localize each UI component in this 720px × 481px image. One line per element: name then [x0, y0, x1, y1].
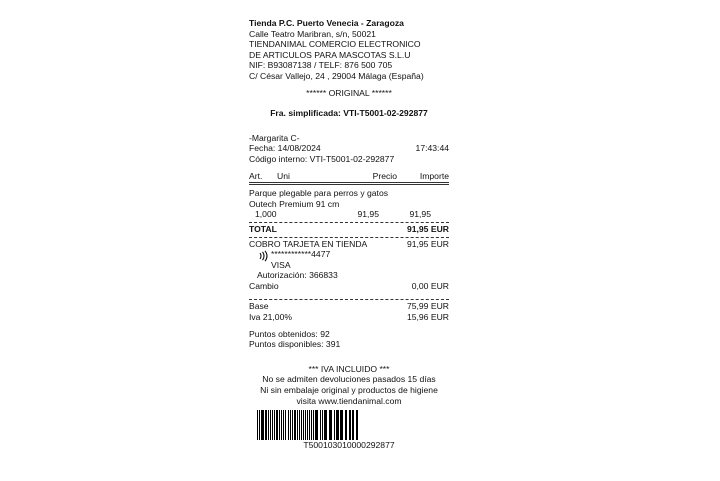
- iva-label: Iva 21,00%: [249, 312, 292, 323]
- item-amount: 91,95: [409, 209, 431, 220]
- dashed-divider: [249, 237, 449, 238]
- col-amount: Importe: [419, 170, 449, 181]
- hq-address: C/ César Vallejo, 24 , 29004 Málaga (España): [249, 70, 424, 81]
- col-uni: Uni: [277, 170, 290, 181]
- item-values-row: [249, 209, 449, 220]
- returns-policy: No se admiten devoluciones pasados 15 días: [262, 374, 436, 385]
- packaging-policy: Ni sin embalaje original y productos de higiene: [260, 385, 438, 396]
- iva-included: *** IVA INCLUIDO ***: [308, 363, 390, 374]
- item-qty: 1,000: [255, 209, 277, 220]
- dashed-divider: [249, 299, 449, 300]
- double-divider: [249, 182, 449, 185]
- invoice-date: Fecha: 14/08/2024: [249, 143, 321, 154]
- company-line-2: DE ARTICULOS PARA MASCOTAS S.L.U: [249, 49, 411, 60]
- points-available: Puntos disponibles: 391: [249, 339, 341, 350]
- barcode-text: T500103010000292877: [303, 440, 395, 451]
- total-label: TOTAL: [249, 223, 277, 234]
- payment-label: COBRO TARJETA EN TIENDA: [249, 238, 368, 249]
- contactless-icon: [257, 250, 269, 262]
- original-label: ****** ORIGINAL ******: [306, 87, 392, 98]
- item-price: 91,95: [357, 209, 379, 220]
- card-details: [249, 249, 449, 281]
- payment-value: 91,95 EUR: [406, 238, 449, 249]
- total-row: [249, 224, 449, 235]
- total-value: 91,95 EUR: [406, 223, 449, 234]
- iva-row: [249, 312, 449, 323]
- nif-phone: NIF: B93087138 / TELF: 876 500 705: [249, 60, 393, 71]
- column-headers: [249, 171, 449, 182]
- invoice-time: 17:43:44: [415, 143, 449, 154]
- company-line-1: TIENDANIMAL COMERCIO ELECTRONICO: [249, 39, 421, 50]
- barcode-icon: [255, 410, 443, 440]
- base-label: Base: [249, 301, 269, 312]
- item-desc-1: Parque plegable para perros y gatos: [249, 188, 389, 199]
- change-label: Cambio: [249, 280, 279, 291]
- base-row: [249, 301, 449, 312]
- authorization-code: Autorización: 366833: [257, 270, 338, 281]
- card-brand: VISA: [271, 259, 291, 270]
- receipt: [249, 18, 449, 451]
- store-name: Tienda P.C. Puerto Venecia - Zaragoza: [249, 18, 404, 28]
- dashed-divider: [249, 222, 449, 223]
- payment-row: [249, 239, 449, 250]
- change-value: 0,00 EUR: [411, 280, 449, 291]
- card-number: ************4477: [271, 249, 331, 260]
- internal-code: Código interno: VTI-T5001-02-292877: [249, 153, 395, 164]
- change-row: [249, 281, 449, 292]
- col-art: Art.: [249, 170, 263, 181]
- points-obtained: Puntos obtenidos: 92: [249, 328, 330, 339]
- barcode-block: [249, 410, 449, 451]
- iva-value: 15,96 EUR: [406, 312, 449, 323]
- customer-name: -Margarita C-: [249, 132, 300, 143]
- invoice-title: Fra. simplificada: VTI-T5001-02-292877: [270, 108, 428, 119]
- date-time-row: [249, 143, 449, 154]
- col-price: Precio: [372, 170, 397, 181]
- website: visita www.tiendanimal.com: [296, 395, 402, 406]
- item-desc-2: Outech Premium 91 cm: [249, 198, 340, 209]
- store-address: Calle Teatro Maribran, s/n, 50021: [249, 28, 376, 39]
- base-value: 75,99 EUR: [406, 301, 449, 312]
